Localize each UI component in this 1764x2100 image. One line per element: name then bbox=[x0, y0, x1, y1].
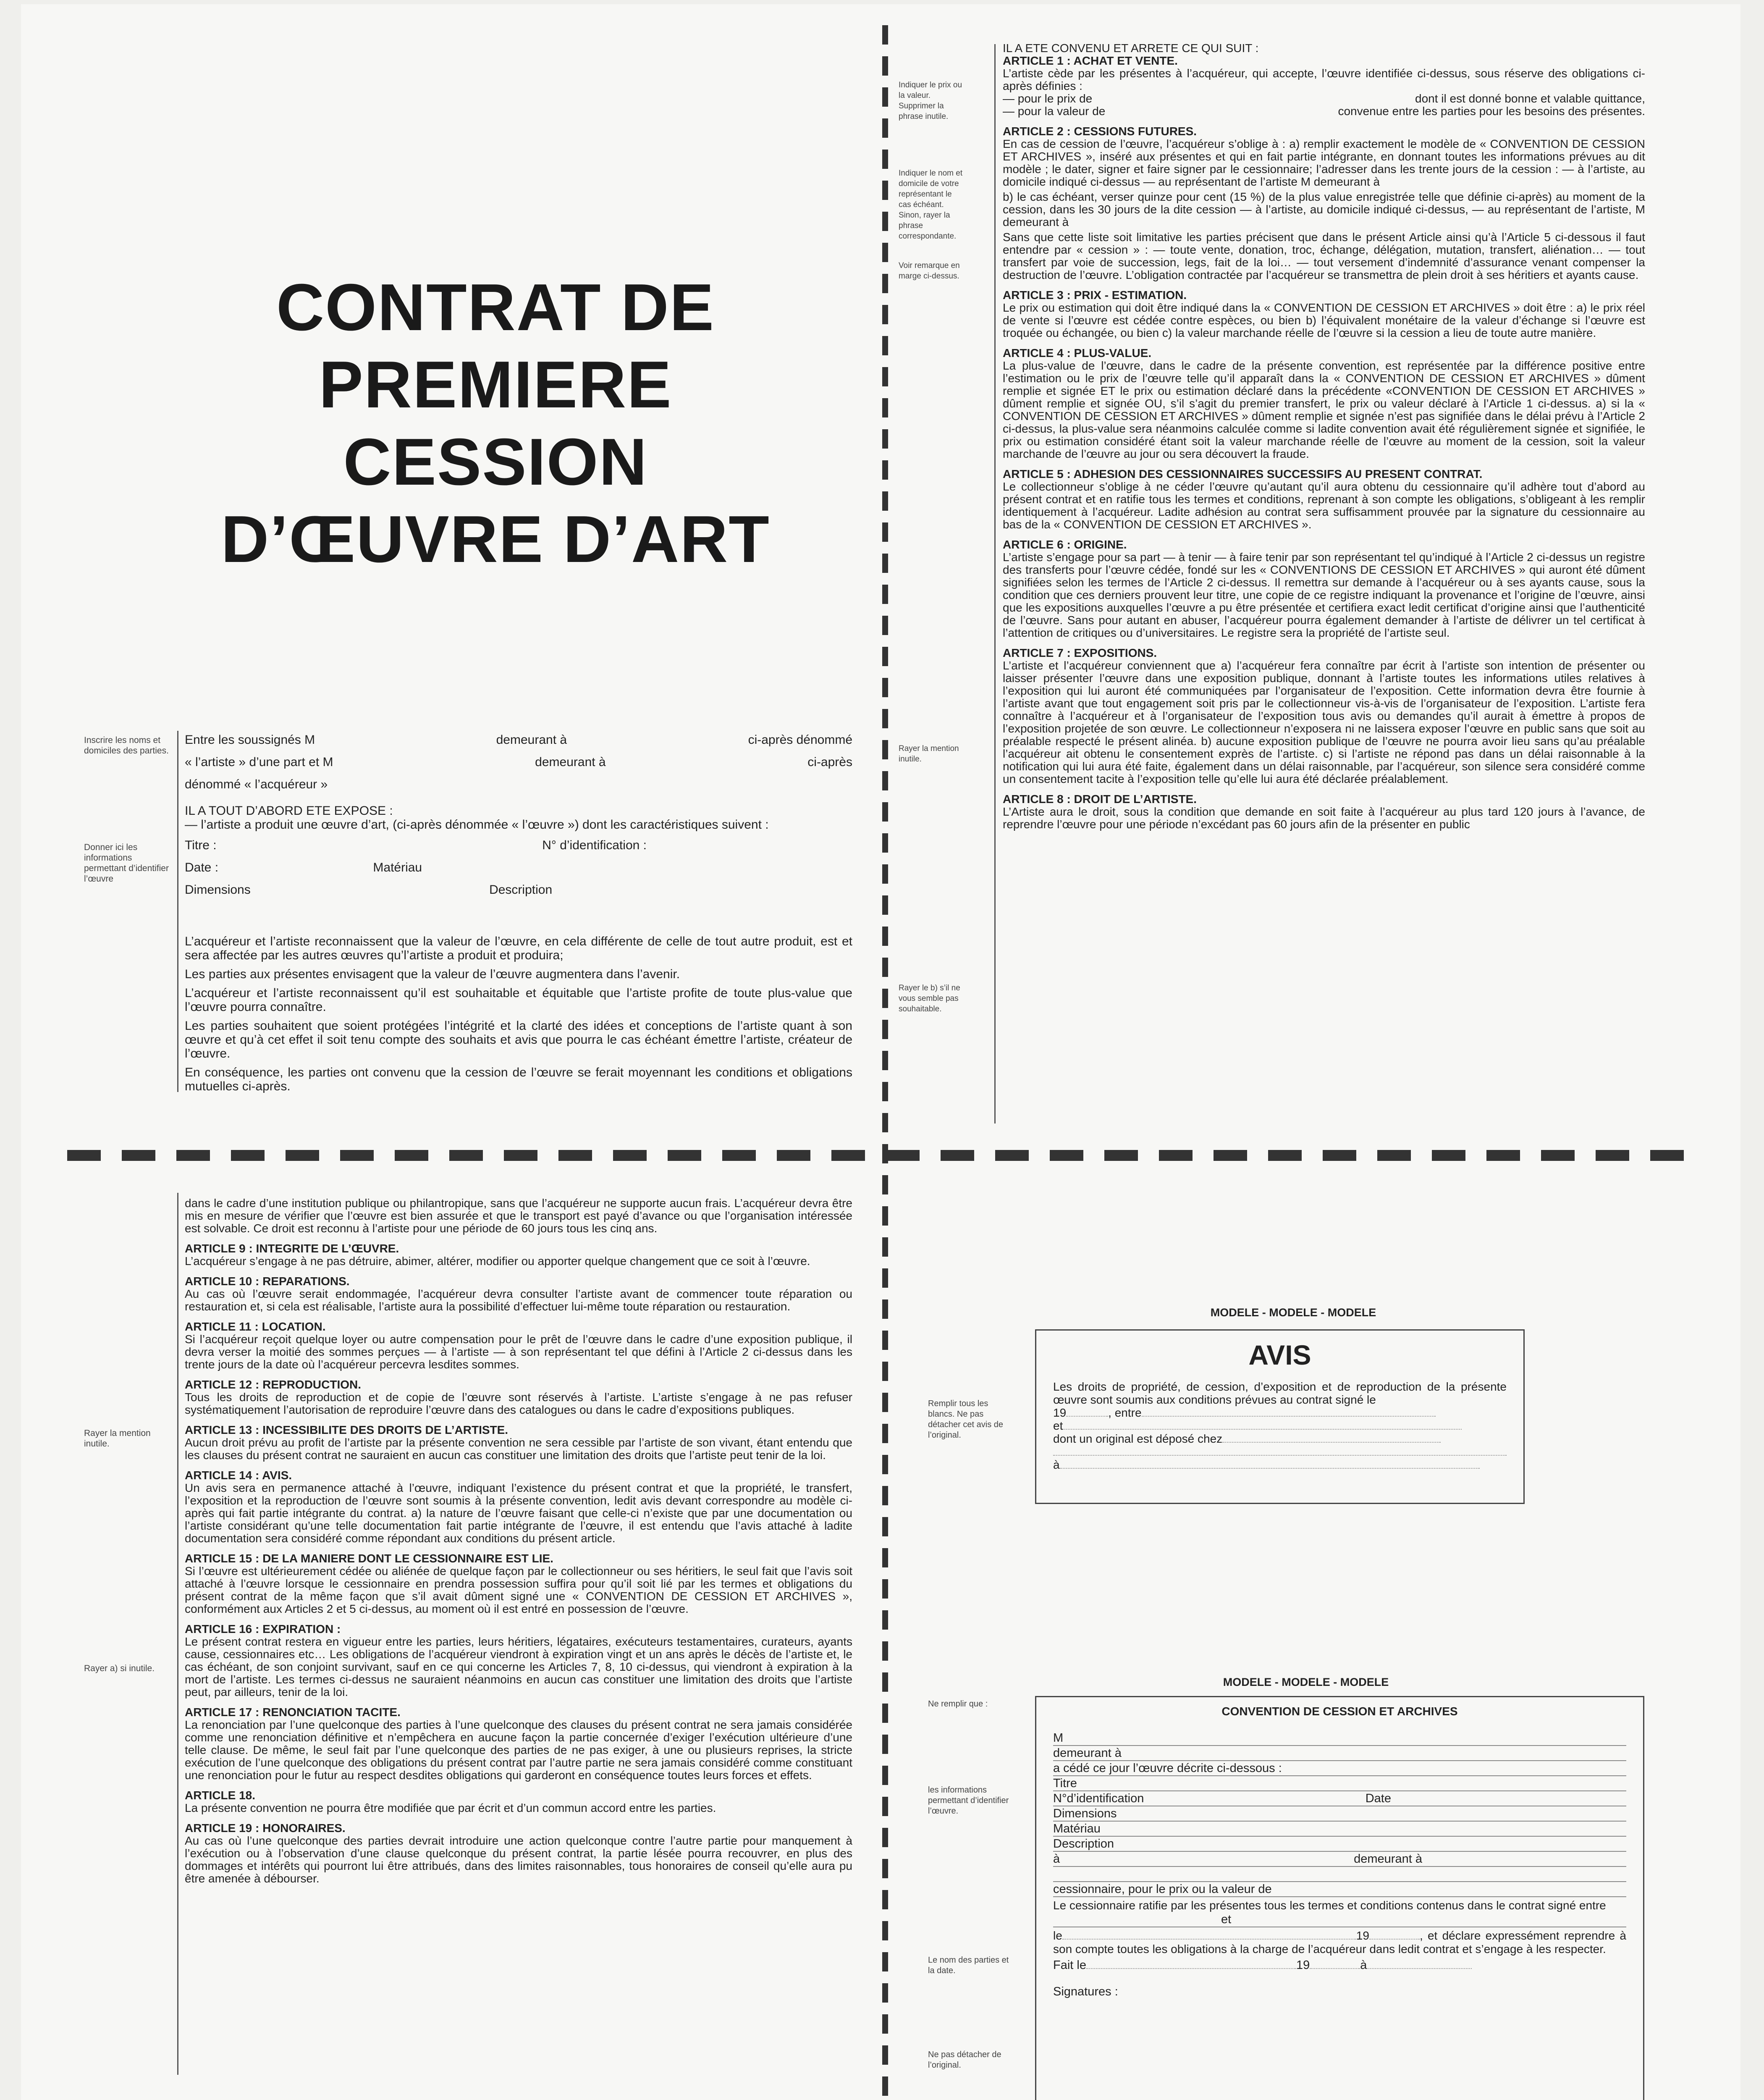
conv-line-empty[interactable] bbox=[1053, 1867, 1626, 1882]
margin-note-nom: Le nom des parties et la date. bbox=[928, 1956, 1009, 1975]
conv-fait-a-blank[interactable] bbox=[1367, 1968, 1472, 1969]
expose-heading: IL A TOUT D’ABORD ETE EXPOSE : bbox=[185, 804, 393, 818]
avis-deposit: dont un original est déposé chez bbox=[1053, 1432, 1223, 1445]
conv-line-materiau[interactable]: Matériau bbox=[1053, 1822, 1626, 1837]
article-1-heading: ARTICLE 1 : ACHAT ET VENTE. bbox=[1003, 54, 1178, 67]
avis-et: et bbox=[1053, 1419, 1063, 1432]
article-13-text: Aucun droit prévu au profit de l’artiste par la présente convention ne sera cessible par l’artiste de son vivant, étant entendu que les clauses du présent contrat ne sauraient en aucun cas constituer une limitation des droits que l’artiste peut tenir de la loi. bbox=[185, 1436, 852, 1462]
parties-row-2 bbox=[185, 755, 852, 769]
margin-note-parties: Inscrire les noms et domiciles des parties. bbox=[84, 735, 169, 756]
expose-text: — l’artiste a produit une œuvre d’art, (ci-après dénommée « l’œuvre ») dont les caractéristiques suivent : bbox=[185, 818, 769, 832]
avis-date-row bbox=[1053, 1406, 1507, 1419]
article-1-valeur bbox=[1003, 105, 1645, 118]
article-17-heading: ARTICLE 17 : RENONCIATION TACITE. bbox=[185, 1706, 401, 1719]
article-4-text: La plus-value de l’œuvre, dans le cadre de la présente convention, est représentée par la différence positive entre l’estimation ou le prix de l’œuvre telle qu’il apparaît dans la « CONVENTION DE CESSION ET ARCHIVES » dûment remplie et signée ET le prix ou estimation déclaré dans la précédente «CONVENTION DE CESSION ET ARCHIVES » dûment remplie et signée OU, s’il s’agit du premier transfert, le prix ou valeur déclaré à l’Article 1 ci-dessus. a) si la « CONVENTION DE CESSION ET ARCHIVES » dûment remplie et signée n’est pas signifiée dans le délai prévu à l’Article 2 ci-dessus, la plus-value sera néanmoins calculée comme si ladite convention avait été régulièrement signée et signifiée, le prix ou estimation considéré étant soit la valeur marchande réelle de l’œuvre au moment de la cession, soit la valeur marchande de l’œuvre au jour ou sera découvert la fraude. bbox=[1003, 359, 1645, 460]
article-7-heading: ARTICLE 7 : EXPOSITIONS. bbox=[1003, 646, 1157, 659]
preamble-1: L’acquéreur et l’artiste reconnaissent que la valeur de l’œuvre, en cela différente de celle de tout autre produit, est et sera affectée par les autres œuvres qu’l’artiste a produit et produira; bbox=[185, 934, 852, 962]
conv-line-a[interactable] bbox=[1053, 1852, 1626, 1867]
article-14-text: Un avis sera en permanence attaché à l’œuvre, indiquant l’existence du présent contrat et que la propriété, le transfert, l’exposition et la reproduction de l’œuvre sont soumis à la présente convention, ledit avis devant correspondre au modèle ci-après qui fait partie intégrante du contrat. a) la nature de l’œuvre faisant que celle-ci n’existe que par une documentation ou l’artiste considérant qu’une telle documentation fait partie intégrante de l’œuvre, il est entendu que l’avis attaché à ladite documentation sera considéré comme répondant aux conditions du présent article. bbox=[185, 1481, 852, 1545]
article-4-heading: ARTICLE 4 : PLUS-VALUE. bbox=[1003, 346, 1152, 360]
conv-a-label: à bbox=[1053, 1852, 1060, 1866]
avis-19: 19 bbox=[1053, 1406, 1067, 1419]
conv-le-blank[interactable] bbox=[1062, 1939, 1356, 1940]
work-row-3 bbox=[185, 883, 852, 897]
article-5-heading: ARTICLE 5 : ADHESION DES CESSIONNAIRES SUCCESSIFS AU PRESENT CONTRAT. bbox=[1003, 467, 1483, 480]
conv-ratif: Le cessionnaire ratifie par les présentes tous les termes et conditions contenus dans le contrat signé entre bbox=[1053, 1899, 1606, 1912]
avis-a-blank[interactable] bbox=[1060, 1468, 1480, 1469]
avis-text: Les droits de propriété, de cession, d’exposition et de reproduction de la présente œuvre sont soumis aux conditions prévues au contrat signé le bbox=[1053, 1380, 1507, 1406]
parties-row-1 bbox=[185, 733, 852, 747]
articles-bottom bbox=[185, 1197, 852, 1885]
margin-note-infos: les informations permettant d’identifier l’œuvre. bbox=[928, 1785, 1009, 1816]
conv-line-nid[interactable] bbox=[1053, 1791, 1626, 1806]
conv-line-cess[interactable]: cessionnaire, pour le prix ou la valeur de bbox=[1053, 1882, 1626, 1897]
conv-line-m[interactable]: M bbox=[1053, 1731, 1626, 1746]
acquereur-label: dénommé « l’acquéreur » bbox=[185, 777, 328, 791]
article-13-heading: ARTICLE 13 : INCESSIBILITE DES DROITS DE L’ARTISTE. bbox=[185, 1423, 508, 1436]
article-1-text: L’artiste cède par les présentes à l’acquéreur, qui accepte, l’œuvre identifiée ci-dessus, sous réserve des obligations ci-après définies : bbox=[1003, 67, 1645, 92]
avis-entre: , entre bbox=[1108, 1406, 1142, 1419]
convenue-label: convenue entre les parties pour les besoins des présentes. bbox=[1338, 105, 1645, 118]
margin-note-voir: Voir remarque en marge ci-dessus. bbox=[899, 261, 960, 281]
conv-nid-label: N°d’identification bbox=[1053, 1792, 1144, 1805]
avis-et-row bbox=[1053, 1419, 1507, 1432]
avis-model-header: MODELE - MODELE - MODELE bbox=[1210, 1306, 1376, 1319]
article-18-heading: ARTICLE 18. bbox=[185, 1789, 256, 1802]
article-3-text: Le prix ou estimation qui doit être indiqué dans la « CONVENTION DE CESSION ET ARCHIVES » doit être : a) le prix réel de vente si l’œuvre est cédée contre espèces, ou bien b) l’équivalent monétaire de la valeur d’échange si l’œuvre est troquée ou échangée, ou bien c) la valeur marchande réelle de l’œuvre si la cession a lieu de toute autre manière. bbox=[1003, 301, 1645, 339]
article-15-text: Si l’œuvre est ultérieurement cédée ou aliénée de quelque façon par le collectionneur ou ses héritiers, le seul fait que l’avis soit attaché à l’œuvre lorsque le cessionnaire en prendra possession suffira pour qu’il soit lié par les termes et obligations du présent contrat de la même façon que s’il avait dûment signé une « CONVENTION DE CESSION ET ARCHIVES », conformément aux Articles 2 et 5 ci-dessus, au moment où il est entré en possession de l’œuvre. bbox=[185, 1564, 852, 1615]
margin-note-rayer-b: Rayer le b) s’il ne vous semble pas souhaitable. bbox=[899, 984, 960, 1013]
preamble-3: L’acquéreur et l’artiste reconnaissent qu’il est souhaitable et équitable que l’artiste profite de toute plus-value que l’œuvre pourra connaître. bbox=[185, 986, 852, 1014]
margin-note-avis: Remplir tous les blancs. Ne pas détacher cet avis de l’original. bbox=[928, 1399, 1003, 1440]
convention-body bbox=[1053, 1731, 1626, 1999]
article-5-text: Le collectionneur s’oblige à ne céder l’œuvre qu’autant qu’il aura obtenu du cessionnaire qu’il adhère tout d’abord au présent contrat et en ratifie tous les termes et conditions, reprenant à son compte les obligations, s’obligeant à les remplir identiquement à l’acquéreur. Ladite adhésion au contrat sera suffisamment prouvée par la signature du cessionnaire au bas de la « CONVENTION DE CESSION ET ARCHIVES ». bbox=[1003, 480, 1645, 531]
article-2-text: En cas de cession de l’œuvre, l’acquéreur s’oblige à : a) remplir exactement le modèle de « CONVENTION DE CESSION ET ARCHIVES », inséré aux présentes et qui en fait partie intégrante, en donnant toutes les informations prévues au dit modèle ; le dater, signer et faire signer par le cessionnaire; l’adresser dans les trente jours de la cession : — à l’artiste, au domicile indiqué ci-dessus — au représentant de l’artiste M demeurant à bbox=[1003, 137, 1645, 188]
artiste-label: « l’artiste » d’une part et M bbox=[185, 755, 333, 769]
article-9-text: L’acquéreur s’engage à ne pas détruire, abimer, altérer, modifier ou apporter quelque changement que ce soit à l’œuvre. bbox=[185, 1255, 810, 1268]
articles-intro: IL A ETE CONVENU ET ARRETE CE QUI SUIT : bbox=[1003, 42, 1259, 55]
vertical-fold-perforation bbox=[882, 25, 888, 2100]
avis-a: à bbox=[1053, 1458, 1060, 1471]
avis-title: AVIS bbox=[1248, 1339, 1311, 1370]
prix-label: — pour le prix de bbox=[1003, 92, 1093, 105]
nid-label: N° d’identification : bbox=[542, 838, 647, 852]
article-14-heading: ARTICLE 14 : AVIS. bbox=[185, 1469, 292, 1482]
valeur-label: — pour la valeur de bbox=[1003, 105, 1106, 118]
conv-year-blank[interactable] bbox=[1369, 1939, 1420, 1940]
article-8-text: L’Artiste aura le droit, sous la condition que demande en soit faite à l’acquéreur au plus tard 120 jours à l’avance, de reprendre l’œuvre pour une période n’excédant pas 60 jours afin de la présenter en public bbox=[1003, 805, 1645, 831]
apres-label: ci-après dénommé bbox=[748, 733, 852, 747]
margin-note-rayer: Rayer la mention inutile. bbox=[899, 744, 959, 764]
titre-label: Titre : bbox=[185, 838, 217, 852]
article-19-text: Au cas où l’une quelconque des parties devrait introduire une action quelconque contre l’autre partie pour manquement à l’exécution ou à l’observation d’une clause quelconque du présent contrat, la partie lésée pourra recouvrer, en plus des dommages et intérêts qui pourront lui être attribués, dans des limites raisonnables, tous honoraires de conseil qu’elle aura pu être amenée à débourser. bbox=[185, 1834, 852, 1885]
article-10-heading: ARTICLE 10 : REPARATIONS. bbox=[185, 1275, 350, 1288]
horizontal-fold-perforation bbox=[67, 1150, 1705, 1161]
dimensions-label: Dimensions bbox=[185, 883, 251, 897]
work-row-2 bbox=[185, 861, 852, 874]
preamble bbox=[185, 934, 852, 1093]
title-line-3: CESSION bbox=[343, 425, 648, 499]
convention-box bbox=[1035, 1696, 1644, 2100]
margin-note-prix: Indiquer le prix ou la valeur. Supprimer la phrase inutile. bbox=[899, 81, 962, 121]
conv-signatures: Signatures : bbox=[1053, 1985, 1118, 1998]
title-line-2: PREMIERE bbox=[319, 348, 672, 422]
article-12-text: Tous les droits de reproduction et de copie de l’œuvre sont réservés à l’artiste. L’artiste s’engage à ne pas refuser systématiquement l’autorisation de reproduire l’œuvre dans des catalogues ou dans le cadre d’expositions publiques. bbox=[185, 1391, 852, 1416]
article-7-text: L’artiste et l’acquéreur conviennent que a) l’acquéreur fera connaître par écrit à l’artiste son intention de présenter ou laisser présenter l’œuvre dans une exposition publique, donnant à l’artiste toutes les informations utiles relatives à l’exposition qui lui auront été communiquées par l’organisateur de l’exposition. Cette information devra être fournie à l’artiste avant que tout engagement soit pris par le collectionneur vis-à-vis de l’organisateur de l’exposition. L’artiste fera connaître à l’acquéreur et à l’organisateur de l’exposition tous avis ou demandes qu’il aurait à émettre à propos de l’exposition projetée de son œuvre. Le collectionneur n’exposera ni ne laissera exposer l’œuvre en public sans que soit au préalable respecté le présent alinéa. b) aucune exposition publique de l’œuvre ne pourra avoir lieu sans qu’au préalable l’acquéreur ait obtenu le consentement exprès de l’artiste. c) si l’artiste ne répond pas dans un délai raisonnable à la notification qui lui aura été faite, également dans un délai raisonnable, par l’acquéreur, son silence sera considéré comme un consentement tacite à l’exposition telle qu’elle lui aura été déclarée préalablement. bbox=[1003, 659, 1645, 785]
article-6-text: L’artiste s’engage pour sa part — à tenir — à faire tenir par son représentant tel qu’indiqué à l’Article 2 ci-dessus un registre des transferts pour l’œuvre cédée, fondé sur les « CONVENTIONS DE CESSION ET ARCHIVES » qui auront été dûment signifiées selon les termes de l’Article 2 ci-dessus. Il remettra sur demande à l’acquéreur ou à ses ayants cause, sous la condition que ces derniers prouvent leur titre, une copie de ce registre indiquant la provenance et l’origine de l’œuvre, ainsi que les expositions auxquelles l’œuvre a pu être présentée et certifiera exact ledit certificat d’origine ainsi que l’authenticité de l’œuvre. Sans pour autant en abuser, l’acquéreur pourra également demander à l’artiste de délivrer un tel certificat à l’attention de critiques ou d’universitaires. Le registre sera la propriété de l’artiste seul. bbox=[1003, 551, 1645, 639]
conv-line-dimensions[interactable]: Dimensions bbox=[1053, 1806, 1626, 1822]
articles-top bbox=[1003, 42, 1645, 831]
article-2-b: b) le cas échéant, verser quinze pour cent (15 %) de la plus value enregistrée telle que définie ci-après) au moment de la cession, dans les 30 jours de la dite cession — à l’artiste, au domicile indiqué ci-dessus, — au représentant de l’artiste, M demeurant à bbox=[1003, 190, 1645, 228]
article-17-text: La renonciation par l’une quelconque des parties à l’une quelconque des clauses du présent contrat ne sera jamais considérée comme une renonciation définitive et n’empêchera en aucune façon la partie concernée d’exiger l’exécution ultérieure d’une telle clause. De même, le seul fait par l’une quelconque des parties de ne pas exiger, à une ou plusieurs reprises, la stricte exécution de l’une quelconque des obligations du présent contrat par l’autre partie ne sera jamais considéré comme constituant une renonciation pour le futur au respect desdites obligations qui garderont en conséquence toutes leurs forces et effets. bbox=[185, 1718, 852, 1782]
avis-deposit-blank[interactable] bbox=[1222, 1442, 1441, 1443]
article-12-heading: ARTICLE 12 : REPRODUCTION. bbox=[185, 1378, 362, 1391]
conv-fait-blank[interactable] bbox=[1086, 1968, 1296, 1969]
conv-declare-row bbox=[1053, 1929, 1626, 1956]
article-18-text: La présente convention ne pourra être modifiée que par écrit et d’un commun accord entre les parties. bbox=[185, 1801, 716, 1814]
margin-note-remplir: Ne remplir que : bbox=[928, 1699, 988, 1709]
article-2-c: Sans que cette liste soit limitative les parties précisent que dans le présent Article ainsi qu’à l’Article 5 ci-dessous il faut entendre par « cession » : — toute vente, donation, troc, échange, délégation, mutation, transfert, aliénation… — tout transfert par voie de succession, legs, fait de la loi… — tout versement d’indemnité d’assurance venant compenser la destruction de l’œuvre. L’obligation contractée par l’acquéreur se transmettra de plein droit à ses héritiers et ayants cause. bbox=[1003, 231, 1645, 281]
article-1-prix bbox=[1003, 92, 1645, 105]
article-8-heading: ARTICLE 8 : DROIT DE L’ARTISTE. bbox=[1003, 793, 1197, 806]
article-9-heading: ARTICLE 9 : INTEGRITE DE L’ŒUVRE. bbox=[185, 1242, 399, 1255]
title-line-1: CONTRAT DE bbox=[276, 270, 715, 344]
preamble-5: En conséquence, les parties ont convenu que la cession de l’œuvre se ferait moyennant les conditions et obligations mutuelles ci-après. bbox=[185, 1066, 852, 1093]
apres2-label: ci-après bbox=[807, 755, 852, 769]
right-column-rule bbox=[994, 44, 996, 1124]
conv-fait: Fait le bbox=[1053, 1958, 1086, 1972]
avis-extra-blank[interactable] bbox=[1053, 1446, 1507, 1456]
contract-title bbox=[160, 269, 831, 578]
preamble-2: Les parties aux présentes envisagent que la valeur de l’œuvre augmentera dans l’avenir. bbox=[185, 967, 680, 981]
avis-body bbox=[1053, 1380, 1507, 1471]
conv-le: le bbox=[1053, 1929, 1062, 1942]
entre-label: Entre les soussignés M bbox=[185, 733, 315, 747]
conv-line-cede[interactable]: a cédé ce jour l’œuvre décrite ci-dessous : bbox=[1053, 1761, 1626, 1776]
article-11-text: Si l’acquéreur reçoit quelque loyer ou autre compensation pour le prêt de l’œuvre dans le cadre d’une exposition publique, il devra verser la moitié des sommes perçues — à l’artiste — à son représentant tel que défini à l’Article 2 ci-dessus dans les trente jours de la date où l’acquéreur percevra lesdites sommes. bbox=[185, 1333, 852, 1371]
article-11-heading: ARTICLE 11 : LOCATION. bbox=[185, 1320, 326, 1333]
demeurant-label: demeurant à bbox=[496, 733, 567, 747]
conv-date-label: Date bbox=[1365, 1792, 1391, 1805]
avis-box bbox=[1035, 1329, 1525, 1504]
preamble-4: Les parties souhaitent que soient protégées l’intégrité et la clarté des idées et conceptions de l’artiste quant à son œuvre et qu’à cet effet il soit tenu compte des souhaits et avis que pourra le cas échéant émettre l’artiste, créateur de l’œuvre. bbox=[185, 1019, 852, 1060]
demeurant2-label: demeurant à bbox=[535, 755, 606, 769]
avis-deposit-row bbox=[1053, 1432, 1507, 1445]
conv-line-titre[interactable]: Titre bbox=[1053, 1776, 1626, 1791]
quittance-label: dont il est donné bonne et valable quittance, bbox=[1415, 92, 1645, 105]
article-2-heading: ARTICLE 2 : CESSIONS FUTURES. bbox=[1003, 125, 1197, 138]
materiau-label: Matériau bbox=[373, 861, 422, 874]
avis-a-row bbox=[1053, 1458, 1507, 1471]
parties-section bbox=[185, 733, 852, 1098]
description-label: Description bbox=[489, 883, 553, 897]
conv-fait-year-blank[interactable] bbox=[1310, 1968, 1360, 1969]
work-row-1 bbox=[185, 838, 647, 852]
article-16-text: Le présent contrat restera en vigueur entre les parties, leurs héritiers, légataires, exécuteurs testamentaires, curateurs, ayants cause, cessionnaires etc… Les obligations de l’acquéreur viendront à expiration vingt et un ans après le décès de l’artiste et, le cas échéant, de son conjoint survivant, sauf en ce qui concerne les Articles 7, 8, 10 ci-dessus, qui viendront à expiration à la mort de l’artiste. Les termes ci-dessus ne sauraient néanmoins en aucun cas constituer une limitation des droits que l’artiste peut, par ailleurs, tenir de la loi. bbox=[185, 1635, 852, 1698]
title-line-4: D’ŒUVRE D’ART bbox=[221, 502, 770, 576]
conv-line-et[interactable]: et bbox=[1053, 1912, 1626, 1927]
conv-fait-19: 19 bbox=[1296, 1958, 1310, 1972]
margin-note-representant: Indiquer le nom et domicile de votre représentant le cas échéant. Sinon, rayer la phrase correspondante. bbox=[899, 169, 963, 241]
margin-note-identify: Donner ici les informations permettant d’identifier l’œuvre bbox=[84, 843, 169, 884]
conv-line-demeurant[interactable]: demeurant à bbox=[1053, 1746, 1626, 1761]
avis-et-blank[interactable] bbox=[1063, 1429, 1462, 1430]
conv-fait-a: à bbox=[1360, 1958, 1367, 1972]
conv-fait-row bbox=[1053, 1958, 1626, 1972]
bottom-left-column-rule bbox=[177, 1193, 178, 2075]
margin-note-detacher: Ne pas détacher de l’original. bbox=[928, 2050, 1001, 2070]
article-16-heading: ARTICLE 16 : EXPIRATION : bbox=[185, 1622, 341, 1635]
margin-note-rayer-a: Rayer a) si inutile. bbox=[84, 1664, 155, 1673]
conv-declare: , et déclare expressément reprendre à son compte toutes les obligations à la charge de l’acquéreur dans ledit contrat et s’engage à les respecter. bbox=[1053, 1929, 1626, 1956]
article-19-heading: ARTICLE 19 : HONORAIRES. bbox=[185, 1822, 346, 1835]
avis-entre-blank[interactable] bbox=[1142, 1416, 1436, 1417]
conv-19: 19 bbox=[1356, 1929, 1369, 1942]
margin-note-rayer-bottom: Rayer la mention inutile. bbox=[84, 1428, 151, 1449]
article-6-heading: ARTICLE 6 : ORIGINE. bbox=[1003, 538, 1127, 551]
article-8-continued: dans le cadre d’une institution publique ou philantropique, sans que l’acquéreur ne supporte aucun frais. L’acquéreur devra être mis en mesure de vérifier que l’œuvre est bien assurée et que le transport est payé d’avance ou que l’organisation intéressée est solvable. Ce droit est reconnu à l’artiste pour une période de 60 jours tous les cinq ans. bbox=[185, 1197, 852, 1235]
date-label: Date : bbox=[185, 861, 219, 874]
avis-year-blank[interactable] bbox=[1066, 1416, 1108, 1417]
article-3-heading: ARTICLE 3 : PRIX - ESTIMATION. bbox=[1003, 289, 1187, 302]
convention-title: CONVENTION DE CESSION ET ARCHIVES bbox=[1221, 1705, 1458, 1718]
conv-line-description[interactable]: Description bbox=[1053, 1837, 1626, 1852]
article-15-heading: ARTICLE 15 : DE LA MANIERE DONT LE CESSIONNAIRE EST LIE. bbox=[185, 1552, 553, 1565]
left-column-rule bbox=[177, 731, 178, 1092]
conv-demeurant-label: demeurant à bbox=[1354, 1852, 1422, 1866]
convention-model-header: MODELE - MODELE - MODELE bbox=[1223, 1676, 1389, 1688]
article-10-text: Au cas où l’œuvre serait endommagée, l’acquéreur devra consulter l’artiste avant de commencer toute réparation ou restauration et, si cela est réalisable, l’artiste aura la possibilité d’effectuer lui-même toute réparation ou restauration. bbox=[185, 1287, 852, 1313]
